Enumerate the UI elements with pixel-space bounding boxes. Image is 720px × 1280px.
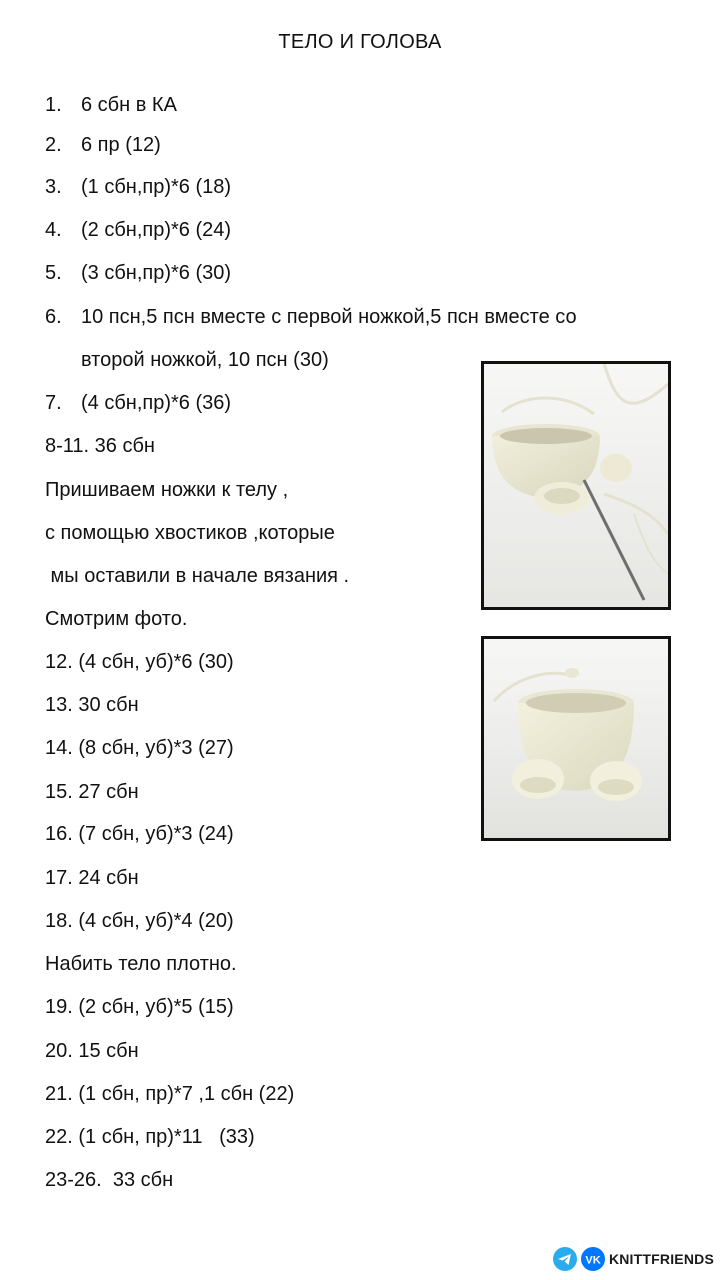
instruction-text: мы оставили в начале вязания . (45, 565, 350, 587)
svg-text:VK: VK (585, 1254, 601, 1267)
list-item (45, 93, 177, 117)
item-number: 4. (45, 219, 62, 241)
instruction-text: Пришиваем ножки к телу , (45, 479, 289, 501)
page-title: ТЕЛО И ГОЛОВА (278, 31, 442, 53)
item-number: 6. (45, 306, 62, 328)
item-text: (4 сбн,пр)*6 (36) (81, 392, 232, 414)
item-text: (1 сбн,пр)*6 (18) (81, 176, 232, 198)
brand-name: KNITTFRIENDS (608, 1251, 714, 1267)
item-text: 10 псн,5 псн вместе с первой ножкой,5 псн вместе со (81, 306, 577, 328)
item-text: 6 пр (12) (81, 134, 161, 156)
photo-attaching-legs (481, 361, 671, 610)
item-text: (2 сбн,пр)*6 (24) (81, 219, 232, 241)
list-item (45, 218, 231, 242)
telegram-icon (553, 1247, 577, 1271)
list-item: 20. 15 сбн (45, 1040, 139, 1062)
list-item (45, 175, 231, 199)
instruction-text: Смотрим фото. (45, 608, 188, 630)
item-number: 3. (45, 176, 62, 198)
list-item (45, 391, 231, 415)
item-number: 2. (45, 134, 62, 156)
list-item: 13. 30 сбн (45, 694, 139, 716)
list-item: 17. 24 сбн (45, 867, 139, 889)
list-item: 12. (4 сбн, уб)*6 (30) (45, 651, 234, 673)
instruction-text: Набить тело плотно. (45, 953, 237, 975)
list-item: 19. (2 сбн, уб)*5 (15) (45, 996, 234, 1018)
instruction-text: с помощью хвостиков ,которые (45, 522, 335, 544)
list-item: 18. (4 сбн, уб)*4 (20) (45, 910, 234, 932)
list-item: 23-26. 33 сбн (45, 1169, 174, 1191)
footer-branding (553, 1246, 714, 1272)
list-item (45, 133, 161, 157)
item-number: 7. (45, 392, 62, 414)
item-text: 6 сбн в КА (81, 94, 177, 116)
list-item (45, 305, 577, 329)
list-item: 8-11. 36 сбн (45, 435, 155, 457)
list-item: 22. (1 сбн, пр)*11 (33) (45, 1126, 255, 1148)
photo-legs-attached (481, 636, 671, 841)
item-number: 1. (45, 94, 62, 116)
list-item: 16. (7 сбн, уб)*3 (24) (45, 823, 234, 845)
list-item-continuation (45, 348, 329, 372)
list-item (45, 261, 231, 285)
item-text: (3 сбн,пр)*6 (30) (81, 262, 232, 284)
list-item: 14. (8 сбн, уб)*3 (27) (45, 737, 234, 759)
vk-icon (581, 1247, 605, 1271)
list-item: 15. 27 сбн (45, 781, 139, 803)
item-number: 5. (45, 262, 62, 284)
list-item: 21. (1 сбн, пр)*7 ,1 сбн (22) (45, 1083, 295, 1105)
item-text: второй ножкой, 10 псн (30) (81, 349, 329, 371)
